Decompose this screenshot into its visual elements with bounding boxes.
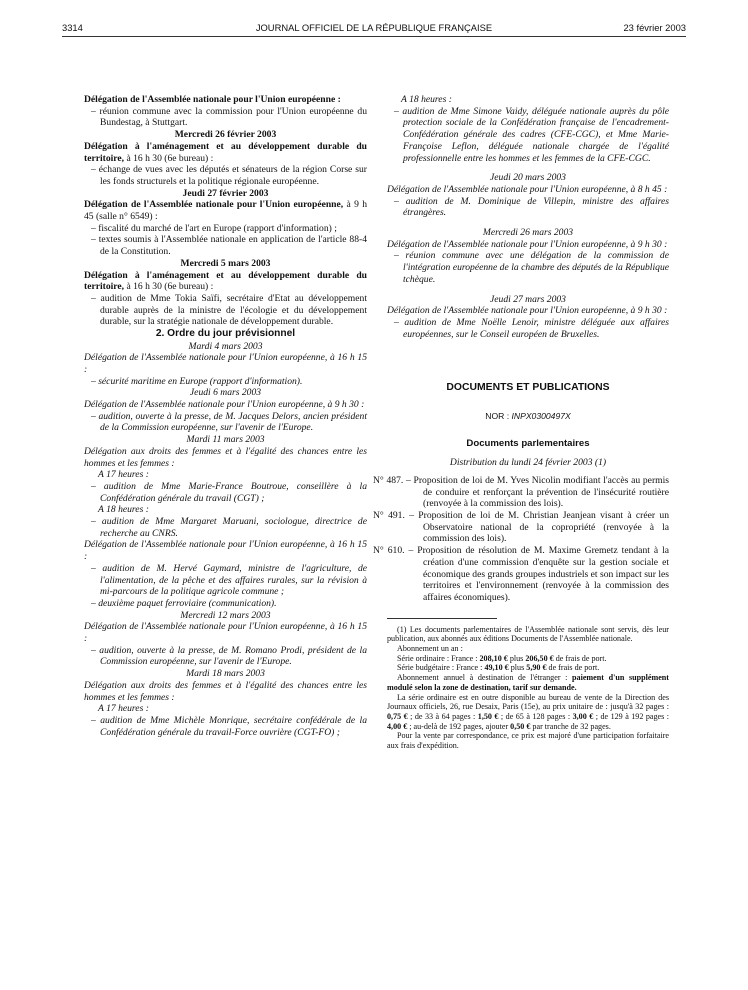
agenda-item: – audition de Mme Marie-France Boutroue, conseillère à la Confédération générale du travail (CGT) ;	[91, 480, 367, 504]
footnote-text: plus	[507, 653, 526, 663]
agenda-item: – audition de M. Hervé Gaymard, ministre de l'agriculture, de l'alimentation, de la pêche et des affaires rurales, sur la révision à mi-parcours de la politique agricole commune ;	[91, 562, 367, 598]
footnote-text: Série budgétaire : France :	[397, 663, 485, 673]
delegation-time: à 16 h 30 (6e bureau) :	[124, 152, 214, 164]
document-entry	[373, 475, 669, 510]
footnote-price	[387, 654, 669, 664]
footnote-text: ; de 65 à 128 pages :	[498, 712, 573, 721]
right-column	[373, 94, 670, 751]
header-rule	[62, 36, 686, 37]
date-heading: Jeudi 27 février 2003	[182, 187, 269, 199]
footnote-text: Série ordinaire : France :	[397, 653, 480, 663]
price: 208,10 €	[479, 653, 508, 663]
agenda-item: – sécurité maritime en Europe (rapport d'information).	[91, 375, 303, 387]
document-entry	[373, 510, 669, 545]
date-heading: Jeudi 27 mars 2003	[490, 293, 566, 305]
price: 4,00 €	[387, 721, 408, 731]
distribution-date: Distribution du lundi 24 février 2003 (1)	[449, 457, 607, 469]
delegation-heading: Délégation de l'Assemblée nationale pour l'Union européenne, à 9 h 30 :	[387, 238, 668, 250]
agenda-item: – textes soumis à l'Assemblée nationale en application de l'article 88-4 de la Constitution.	[91, 234, 367, 258]
delegation-heading	[84, 141, 367, 164]
footnote-text: ; au-delà de 192 pages, ajouter	[407, 721, 511, 731]
nor-label: NOR :	[485, 411, 512, 422]
footnote-abroad	[387, 673, 669, 692]
agenda-item: – audition de Mme Noëlle Lenoir, ministre déléguée aux affaires européennes, sur le Conseil européen de Bruxelles.	[394, 316, 669, 340]
footnote-text: plus	[508, 663, 527, 673]
date-heading: Mardi 4 mars 2003	[188, 340, 263, 352]
delegation-heading: Délégation de l'Assemblée nationale pour l'Union européenne, à 16 h 15 :	[84, 539, 367, 563]
delegation-time: à 16 h 30 (6e bureau) :	[124, 281, 214, 293]
delegation-heading: Délégation de l'Assemblée nationale pour l'Union européenne, à 9 h 30 :	[84, 399, 365, 411]
price: 3,00 €	[572, 712, 594, 721]
footnote-text: La série ordinaire est en outre disponible au bureau de vente de la Direction des Journaux officiels, 26, rue Desaix, Paris (15e), au prix unitaire de : jusqu'à 32 pages :	[387, 692, 669, 712]
price: 5,90 €	[526, 663, 547, 673]
document-list	[373, 475, 669, 604]
price: 0,50 €	[510, 721, 531, 731]
delegation-heading: Délégation aux droits des femmes et à l'égalité des chances entre les hommes et les femmes :	[84, 679, 367, 703]
delegation-time: à 9 h 45 (salle n° 6549) :	[84, 199, 367, 223]
footnote-text: ; de 33 à 64 pages :	[407, 712, 478, 721]
agenda-item: – audition, ouverte à la presse, de M. Romano Prodi, président de la Commission européenne, sur l'avenir de l'Europe.	[91, 644, 367, 668]
footnote-text: de frais de port.	[546, 663, 600, 673]
agenda-item: – fiscalité du marché de l'art en Europe (rapport d'information) ;	[91, 222, 337, 234]
agenda-item: – réunion commune avec une délégation de la commission de l'intégration européenne de la chambre des députés de la République tchèque.	[394, 250, 669, 285]
section-title: DOCUMENTS ET PUBLICATIONS	[446, 382, 610, 394]
footnote-text: Pour la vente par correspondance, ce prix est majoré d'une participation forfaitaire aux frais d'expédition.	[387, 731, 669, 751]
price: 206,50 €	[525, 653, 554, 663]
document-number: N° 487.	[373, 474, 404, 486]
delegation-heading: Délégation de l'Assemblée nationale pour l'Union européenne, à 8 h 45 :	[387, 183, 668, 195]
spacer	[387, 395, 669, 411]
footnote-text: (1) Les documents parlementaires de l'Assemblée nationale sont servis, dès leur publication, aux abonnés aux éditions Documents de l'Assemblée nationale.	[387, 624, 669, 644]
document-description: – Proposition de résolution de M. Maxime Gremetz tendant à la création d'une commission d'enquête sur la gestion sociale et économique des grands groupes industriels et son impact sur les territoires et l'environnement (renvoyée à la commission des affaires économiques).	[404, 545, 670, 603]
time-label: A 18 heures :	[401, 94, 452, 105]
time-label: A 17 heures :	[98, 469, 149, 481]
document-number: N° 610.	[373, 545, 405, 557]
date-heading: Mercredi 26 février 2003	[174, 129, 277, 141]
date-heading: Mercredi 26 mars 2003	[482, 227, 574, 239]
footnote-text: Abonnement annuel à destination de l'étranger :	[397, 673, 573, 683]
document-description: – Proposition de loi de M. Yves Nicolin modifiant l'accès au permis de conduire et renforçant la prévention de l'insécurité routière (renvoyée à la commission des lois).	[403, 474, 669, 510]
delegation-heading: Délégation de l'Assemblée nationale pour l'Union européenne, à 16 h 15 :	[84, 352, 367, 375]
price: 0,75 €	[387, 712, 408, 721]
issue-date: 23 février 2003	[623, 22, 686, 33]
spacer	[387, 449, 669, 457]
footnote-price	[387, 663, 669, 673]
footnote-text: de frais de port.	[553, 653, 607, 663]
date-heading: Mercredi 5 mars 2003	[180, 257, 271, 269]
delegation-heading	[84, 270, 367, 293]
delegation-heading	[84, 199, 367, 222]
document-entry	[373, 545, 669, 604]
section-title: 2. Ordre du jour prévisionnel	[155, 328, 296, 340]
agenda-item: – deuxième paquet ferroviaire (communication).	[91, 597, 277, 609]
document-description: – Proposition de loi de M. Christian Jeanjean visant à créer un Observatoire national de la copropriété (renvoyée à la commission des lois).	[404, 510, 670, 545]
date-heading: Jeudi 20 mars 2003	[490, 172, 566, 184]
date-heading: Mercredi 12 mars 2003	[180, 609, 271, 621]
agenda-item: – audition de Mme Tokia Saïfi, secrétaire d'Etat au développement durable auprès de la ministre de l'écologie et du développement durable, sur la stratégie nationale de développement durable.	[91, 292, 367, 328]
footnote-emphasis: paiement d'un supplément modulé selon la zone de destination, tarif sur demande.	[387, 673, 669, 692]
date-heading: Jeudi 6 mars 2003	[189, 387, 262, 399]
delegation-heading: Délégation de l'Assemblée nationale pour l'Union européenne :	[84, 94, 341, 105]
footnote	[387, 625, 669, 751]
journal-title: JOURNAL OFFICIEL DE LA RÉPUBLIQUE FRANÇAISE	[255, 22, 493, 33]
agenda-item: – audition de M. Dominique de Villepin, ministre des affaires étrangères.	[394, 195, 669, 219]
agenda-item: – audition de Mme Margaret Maruani, sociologue, directrice de recherche au CNRS.	[91, 516, 367, 539]
delegation-heading: Délégation aux droits des femmes et à l'égalité des chances entre les hommes et les femmes :	[84, 445, 367, 469]
date-heading: Mardi 11 mars 2003	[186, 434, 265, 446]
nor-reference	[387, 411, 669, 421]
agenda-item: – échange de vues avec les députés et sénateurs de la région Corse sur les fonds structurels et la politique régionale européenne.	[91, 164, 367, 187]
price: 1,50 €	[477, 712, 499, 721]
delegation-name: Délégation à l'aménagement et au développement durable du territoire,	[84, 140, 367, 164]
delegation-name: Délégation de l'Assemblée nationale pour l'Union européenne,	[84, 199, 344, 211]
page-header	[62, 22, 686, 36]
date-heading: Mardi 18 mars 2003	[186, 668, 265, 680]
spacer	[387, 604, 669, 618]
spacer	[387, 340, 669, 382]
agenda-item: – audition de Mme Simone Vaidy, déléguée nationale auprès du pôle protection sociale de la Confédération française de l'encadrement-Confédération générale des cadres (CFE-CGC), et Mme Marie-Françoise Leflon, déléguée nationale chargée de l'égalité professionnelle entre les hommes et les femmes de la CFE-CGC.	[394, 105, 669, 164]
delegation-name: Délégation à l'aménagement et au développement durable du territoire,	[84, 269, 367, 293]
agenda-item: – audition, ouverte à la presse, de M. Jacques Delors, ancien président de la Commission européenne, sur l'avenir de l'Europe.	[91, 410, 367, 434]
footnote-rule	[387, 618, 497, 619]
nor-value: INPX0300497X	[511, 411, 571, 422]
delegation-heading: Délégation de l'Assemblée nationale pour l'Union européenne, à 9 h 30 :	[387, 305, 668, 317]
delegation-heading: Délégation de l'Assemblée nationale pour l'Union européenne, à 16 h 15 :	[84, 621, 367, 645]
page-number: 3314	[62, 22, 83, 33]
price: 49,10 €	[484, 663, 509, 673]
spacer	[387, 422, 669, 438]
footnote-text: ; de 129 à 192 pages :	[593, 712, 670, 721]
document-number: N° 491.	[373, 510, 405, 522]
subsection-title: Documents parlementaires	[466, 437, 590, 449]
footnote-text: par tranche de 32 pages.	[530, 721, 611, 731]
agenda-item: – audition de Mme Michèle Monrique, secrétaire confédérale de la Confédération générale du travail-Force ouvrière (CGT-FO) ;	[91, 715, 367, 738]
footnote-text: Abonnement un an :	[397, 644, 463, 654]
left-column	[84, 94, 367, 738]
time-label: A 17 heures :	[98, 703, 149, 715]
agenda-item: – réunion commune avec la commission pour l'Union européenne du Bundestag, à Stuttgart.	[91, 105, 367, 129]
footnote-sale	[387, 693, 669, 732]
time-label: A 18 heures :	[98, 504, 149, 516]
